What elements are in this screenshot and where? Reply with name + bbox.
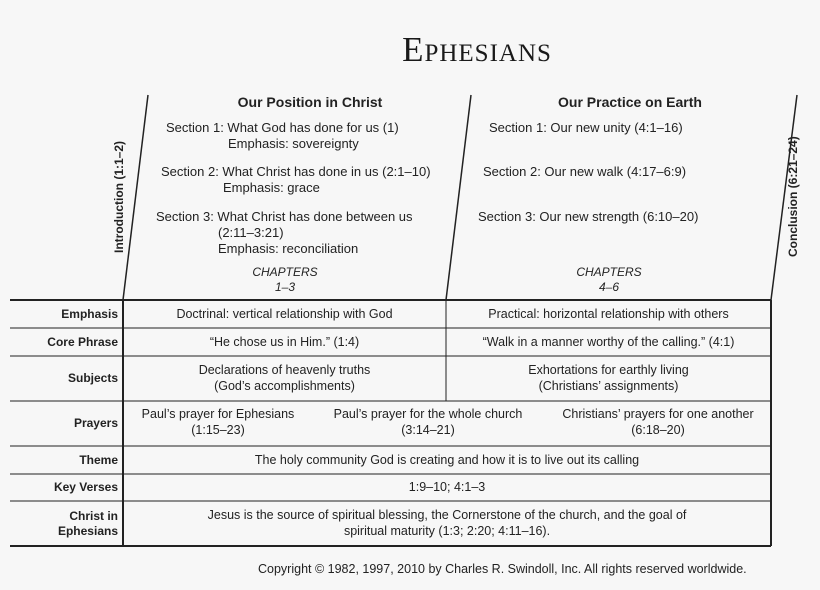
left-section-2-emphasis: Emphasis: grace: [223, 180, 320, 195]
christ-in-ephesians-line2: spiritual maturity (1:3; 2:20; 4:11–16).: [343, 524, 551, 538]
row-label-christ-line1: Christ in: [69, 509, 118, 523]
left-chapters-range: 1–3: [274, 280, 296, 294]
subjects-right-line1: Exhortations for earthly living: [528, 363, 689, 377]
prayer-whole-church-ref: (3:14–21): [401, 423, 455, 437]
subjects-left-line1: Declarations of heavenly truths: [198, 363, 371, 377]
right-column-header: Our Practice on Earth: [558, 94, 702, 110]
prayer-whole-church-cell: [318, 406, 538, 438]
left-section-2: [161, 164, 431, 196]
right-section-3: Section 3: Our new strength (6:10–20): [478, 209, 699, 224]
christ-in-ephesians-cell: [123, 507, 771, 539]
left-column-header: Our Position in Christ: [237, 94, 383, 110]
prayer-one-another-text: Christians’ prayers for one another: [562, 407, 754, 421]
right-section-1: Section 1: Our new unity (4:1–16): [489, 120, 683, 135]
row-label-core-phrase: Core Phrase: [47, 335, 118, 349]
left-section-1: [166, 120, 399, 152]
subjects-right-line2: (Christians’ assignments): [538, 379, 679, 393]
prayer-whole-church-text: Paul’s prayer for the whole church: [333, 407, 523, 421]
left-section-3-emphasis: Emphasis: reconciliation: [218, 241, 359, 256]
right-section-2: Section 2: Our new walk (4:17–6:9): [483, 164, 687, 179]
row-label-theme: Theme: [79, 453, 118, 467]
core-phrase-left-cell: “He chose us in Him.” (1:4): [209, 335, 360, 349]
left-section-2-title: Section 2: What Christ has done in us (2:1–10): [161, 164, 431, 179]
prayer-ephesians-cell: [128, 406, 308, 438]
emphasis-left-cell: Doctrinal: vertical relationship with God: [176, 307, 393, 321]
row-label-prayers: Prayers: [73, 416, 118, 430]
left-chapters: [205, 265, 365, 295]
prayer-one-another-cell: [548, 406, 768, 438]
left-section-3-ref: (2:11–3:21): [218, 225, 284, 240]
theme-cell: The holy community God is creating and how it is to live out its calling: [254, 453, 640, 467]
row-label-subjects: Subjects: [67, 371, 118, 385]
left-section-1-title: Section 1: What God has done for us (1): [166, 120, 399, 135]
page-title: Ephesians: [402, 30, 552, 69]
left-section-1-emphasis: Emphasis: sovereignty: [228, 136, 359, 151]
prayer-ephesians-text: Paul’s prayer for Ephesians: [141, 407, 295, 421]
prayer-ephesians-ref: (1:15–23): [191, 423, 245, 437]
core-phrase-right-cell: “Walk in a manner worthy of the calling.” (4:1): [482, 335, 735, 349]
emphasis-right-cell: Practical: horizontal relationship with others: [488, 307, 729, 321]
left-section-3-title: Section 3: What Christ has done between us: [156, 209, 413, 224]
prayer-one-another-ref: (6:18–20): [631, 423, 685, 437]
christ-in-ephesians-line1: Jesus is the source of spiritual blessing, the Cornerstone of the church, and the goal of: [207, 508, 687, 522]
right-chapters-label: CHAPTERS: [576, 265, 642, 279]
right-chapters: [529, 265, 689, 295]
left-chapters-label: CHAPTERS: [252, 265, 318, 279]
copyright-notice: Copyright © 1982, 1997, 2010 by Charles R. Swindoll, Inc. All rights reserved worldwide.: [258, 562, 747, 576]
row-label-emphasis: Emphasis: [61, 307, 118, 321]
row-label-christ-line2: Ephesians: [57, 524, 118, 538]
row-label-key-verses: Key Verses: [53, 480, 118, 494]
subjects-left-line2: (God’s accomplishments): [214, 379, 355, 393]
left-section-3: [156, 209, 413, 257]
right-chapters-range: 4–6: [598, 280, 620, 294]
key-verses-cell: 1:9–10; 4:1–3: [408, 480, 486, 494]
row-label-christ-in-ephesians: [10, 509, 118, 539]
subjects-right-cell: [446, 362, 771, 394]
subjects-left-cell: [123, 362, 446, 394]
introduction-label: Introduction (1:1–2): [112, 140, 126, 253]
conclusion-label: Conclusion (6:21–24): [786, 136, 800, 257]
